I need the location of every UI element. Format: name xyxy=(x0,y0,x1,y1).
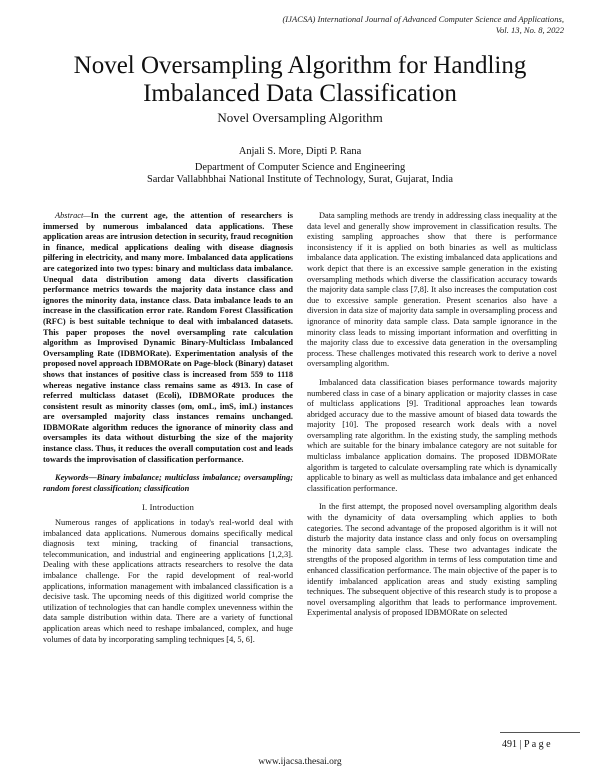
journal-volume: Vol. 13, No. 8, 2022 xyxy=(495,24,564,35)
right-column xyxy=(307,211,557,627)
body-paragraph-3: In the first attempt, the proposed novel oversampling algorithm deals with the dynamicity of data oversampling which applies to both categories. The second advantage of the proposed algorithm is it will not disturb the majority data instance class and only focus on oversampling the minority data sample class. These two advantages indicate the strengths of the proposed algorithm in terms of less computation time and enhanced classification performance. The main objective of the paper is to identify imbalanced application areas and study existing sampling techniques. The subsequent objective of this research study is to propose a novel oversampling algorithm that leads to performance improvement. Experimental analysis of proposed IDBMORate on selected xyxy=(307,502,557,618)
abstract xyxy=(43,211,293,465)
left-column xyxy=(43,211,293,653)
body-paragraph-1: Data sampling methods are trendy in addressing class inequality at the data level and generally show improvement in classification results. The existing sampling approaches show that there is performance inconsistency if it is applied on both binaries as well as multiclass imbalance data application. The existing imbalanced data applications and work depict that there is an excessive sample generation in the existing oversampling methods which diverse the classification accuracy towards the majority data sample class [7,8]. It also increases the computation cost due to excessive sample generation. Present scenarios also have a diversion in data size of majority data sample in oversampling process and ignorance of minority data sample class. Data sample ignorance in the minority class leads to missing important information and overfitting in the majority class due to excessive data generation in the oversampling process. These challenges motivated this research work to derive a novel oversampling algorithm. xyxy=(307,211,557,369)
journal-header xyxy=(234,14,564,35)
paper-title xyxy=(0,52,600,108)
keywords-label: Keywords— xyxy=(55,473,97,483)
author-department: Department of Computer Science and Engineering xyxy=(194,162,406,173)
page-number: 491 | P a g e xyxy=(502,739,551,750)
author-institute: Sardar Vallabhbhai National Institute of Technology, Surat, Gujarat, India xyxy=(146,174,454,185)
author-names: Anjali S. More, Dipti P. Rana xyxy=(238,146,362,157)
journal-name: (IJACSA) International Journal of Advanced Computer Science and Applications, xyxy=(282,14,564,24)
paper-subtitle: Novel Oversampling Algorithm xyxy=(217,110,383,125)
body-paragraph-2: Imbalanced data classification biases performance towards majority numbered class in case of a binary application or majority classes in case of multiclass applications [9]. Traditional approaches lean towards abridged accuracy due to the massive amount of biased data towards the majority [10]. The proposed research work deals with a novel oversampling rate algorithm. In the existing study, the sampling methods which are suitable for the binary imbalance category are not suitable for multiclass imbalance application domains. The proposed IDBMORate algorithm is targeted to calculate oversampling rate which is dynamically applicable to binary as well as multiclass data imbalance and get enhanced classification performance. xyxy=(307,377,557,493)
abstract-text: In the current age, the attention of researchers is immersed by numerous imbalanced data applications. These application areas are intrusion detection in security, fraud recognition in finance, medical applications dealing with disease diagnosis pilfering in electricity, and many more. Imbalanced data applications are categorized into two types: binary and multiclass data imbalance. Unequal data distribution among data diverts classification performance metrics towards the majority data instance class and ignores the minority data, instance class. Data imbalance leads to an increase in the classification error rate. Random Forest Classification (RFC) is best suitable technique to deal with imbalanced datasets. This paper proposes the novel oversampling rate calculation algorithm as Improvised Dynamic Binary-Multiclass Imbalanced Oversampling Rate (IDBMORate). Experimentation analysis of the proposed novel approach IDBMORate on Page-block (Binary) dataset shows that instances of positive class is increased from 559 to 1118 whereas negative instance class remains same as 4913. In case of referred multiclass dataset (Ecoli), IDBMORate produces the consistent result as minority classes (om, omL, imS, imL) instances are oversampled majority class instances remains unchanged. IDBMORate algorithm reduces the ignorance of minority class and oversamples its data without disturbing the size of the majority instance class. Thus, it reduces the overall computation cost and leads towards the improvisation of classification performance. xyxy=(43,211,293,464)
footer-divider xyxy=(500,732,580,733)
keywords xyxy=(43,473,293,494)
author-block xyxy=(0,146,600,186)
title-line-2: Imbalanced Data Classification xyxy=(143,80,457,107)
intro-paragraph: Numerous ranges of applications in today's real-world deal with imbalanced data applications. Numerous domains specifically medical diagnosis text mining, tracking of financial transactions, telecommunication, and industrial and engineering applications [1,2,3]. Dealing with these applications attracts researchers to resolve the data imbalance challenge. For the rapid development of real-world applications, information management with imbalanced classification is a decisive task. The upcoming needs of this digitized world comprise the utilization of technologies that can handle complex unevenness within the data sample distribution within data. There are a variety of functional application areas which need to reshape imbalanced, complex, and huge volumes of data by incorporating sampling techniques [4, 5, 6]. xyxy=(43,518,293,644)
title-line-1: Novel Oversampling Algorithm for Handling xyxy=(73,52,527,79)
section-heading-introduction: I. Introduction xyxy=(141,502,195,513)
abstract-label: Abstract— xyxy=(55,211,91,220)
keywords-text: Binary imbalance; multiclass imbalance; oversampling; random forest classification; classification xyxy=(43,473,293,493)
footer-website: www.ijacsa.thesai.org xyxy=(258,757,342,767)
